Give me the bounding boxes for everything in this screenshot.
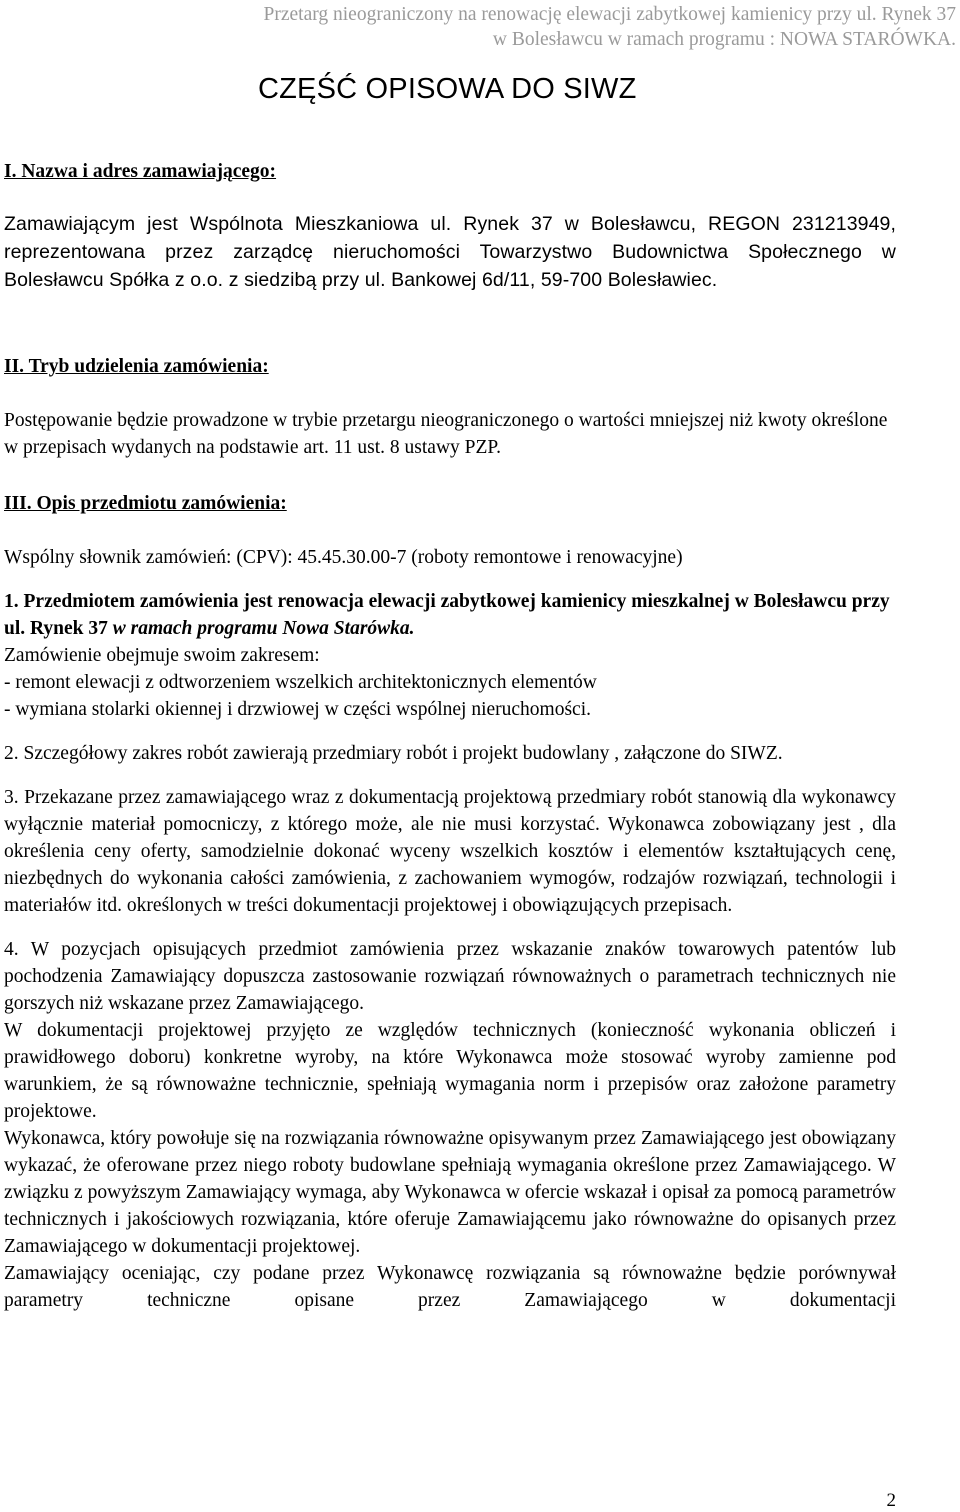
section-2-heading: II. Tryb udzielenia zamówienia:: [4, 356, 269, 377]
section-2-body: Postępowanie będzie prowadzone w trybie przetargu nieograniczonego o wartości mniejszej niż kwoty określone w przepisach wydanych na podstawie art. 11 ust. 8 ustawy PZP.: [4, 410, 888, 458]
running-header: [264, 2, 956, 52]
item-4-para-1: 4. W pozycjach opisujących przedmiot zamówienia przez wskazanie znaków towarowych patentów lub pochodzenia Zamawiający dopuszcza zastosowanie rozwiązań równoważnych o parametrach technicznych nie gorszych niż wskazane przez Zamawiającego.: [4, 939, 896, 1014]
section-1-heading: I. Nazwa i adres zamawiającego:: [4, 161, 277, 182]
page-number: 2: [886, 1490, 896, 1511]
item-4-para-4: Zamawiający oceniając, czy podane przez Wykonawcę rozwiązania są równoważne będzie porównywał parametry techniczne opisane przez Zamawiającego w dokumentacji: [4, 1263, 896, 1311]
header-line-1: Przetarg nieograniczony na renowację elewacji zabytkowej kamienicy przy ul. Rynek 37: [263, 4, 956, 25]
header-line-2: w Bolesławcu w ramach programu : NOWA STARÓWKA.: [492, 29, 956, 50]
item-4-para-3: Wykonawca, który powołuje się na rozwiązania równoważne opisywanym przez Zamawiającego jest obowiązany wykazać, że oferowane przez niego roboty budowlane spełniają wymagania określone przez Zamawiającego. W związku z powyższym Zamawiający wymaga, aby Wykonawca w ofercie wskazał i opisał za pomocą parametrów technicznych i jakościowych rozwiązania, które oferuje Zamawiającemu jako równoważne do opisanych przez Zamawiającego w dokumentacji projektowej.: [4, 1128, 896, 1257]
section-1: [4, 158, 896, 294]
item-1-subject: [4, 588, 896, 642]
cpv-code: Wspólny słownik zamówień: (CPV): 45.45.30.00-7 (roboty remontowe i renowacyjne): [4, 547, 683, 568]
item-2: 2. Szczegółowy zakres robót zawierają przedmiary robót i projekt budowlany , załączone do SIWZ.: [4, 743, 783, 764]
section-1-body: Zamawiającym jest Wspólnota Mieszkaniowa ul. Rynek 37 w Bolesławcu, REGON 231213949, reprezentowana przez zarządcę nieruchomości Towarzystwo Budownictwa Społecznego w Bolesławcu Spółka z o.o. z siedzibą przy ul. Bankowej 6d/11, 59-700 Bolesławiec.: [4, 213, 896, 291]
item-1-bullet-1: - remont elewacji z odtworzeniem wszelkich architektonicznych elementów: [4, 672, 597, 693]
section-3-heading: III. Opis przedmiotu zamówienia:: [4, 493, 287, 514]
document-title: CZĘŚĆ OPISOWA DO SIWZ: [258, 73, 637, 105]
item-1-program: w ramach programu Nowa Starówka.: [112, 618, 415, 639]
item-1-bullet-2: - wymiana stolarki okiennej i drzwiowej w części wspólnej nieruchomości.: [4, 699, 591, 720]
section-3: [4, 490, 896, 1314]
item-1-scope: Zamówienie obejmuje swoim zakresem:: [4, 645, 320, 666]
item-1-bold: 1. Przedmiotem zamówienia jest renowacja elewacji zabytkowej kamienicy mieszkalnej w Bolesławcu przy ul. Rynek 37: [4, 591, 890, 639]
section-2: [4, 353, 896, 461]
item-4-para-2: W dokumentacji projektowej przyjęto ze względów technicznych (konieczność wykonania obliczeń i prawidłowego doboru) konkretne wyroby, na które Wykonawca może stosować wyroby zamienne pod warunkiem, że są równoważne technicznie, spełniają wymagania norm i przepisów oraz założone parametry projektowe.: [4, 1020, 896, 1122]
item-3: 3. Przekazane przez zamawiającego wraz z dokumentacją projektową przedmiary robót stanowią dla wykonawcy wyłącznie materiał pomocniczy, z którego może, ale nie musi korzystać. Wykonawca zobowiązany jest , dla określenia ceny oferty, samodzielnie dokonać wyceny wszelkich kosztów i elementów kształtujących cenę, niezbędnych do wykonania całości zamówienia, z zachowaniem wymogów, rodzajów rozwiązań, technologii i materiałów itd. określonych w treści dokumentacji projektowej i obowiązujących przepisach.: [4, 787, 896, 916]
